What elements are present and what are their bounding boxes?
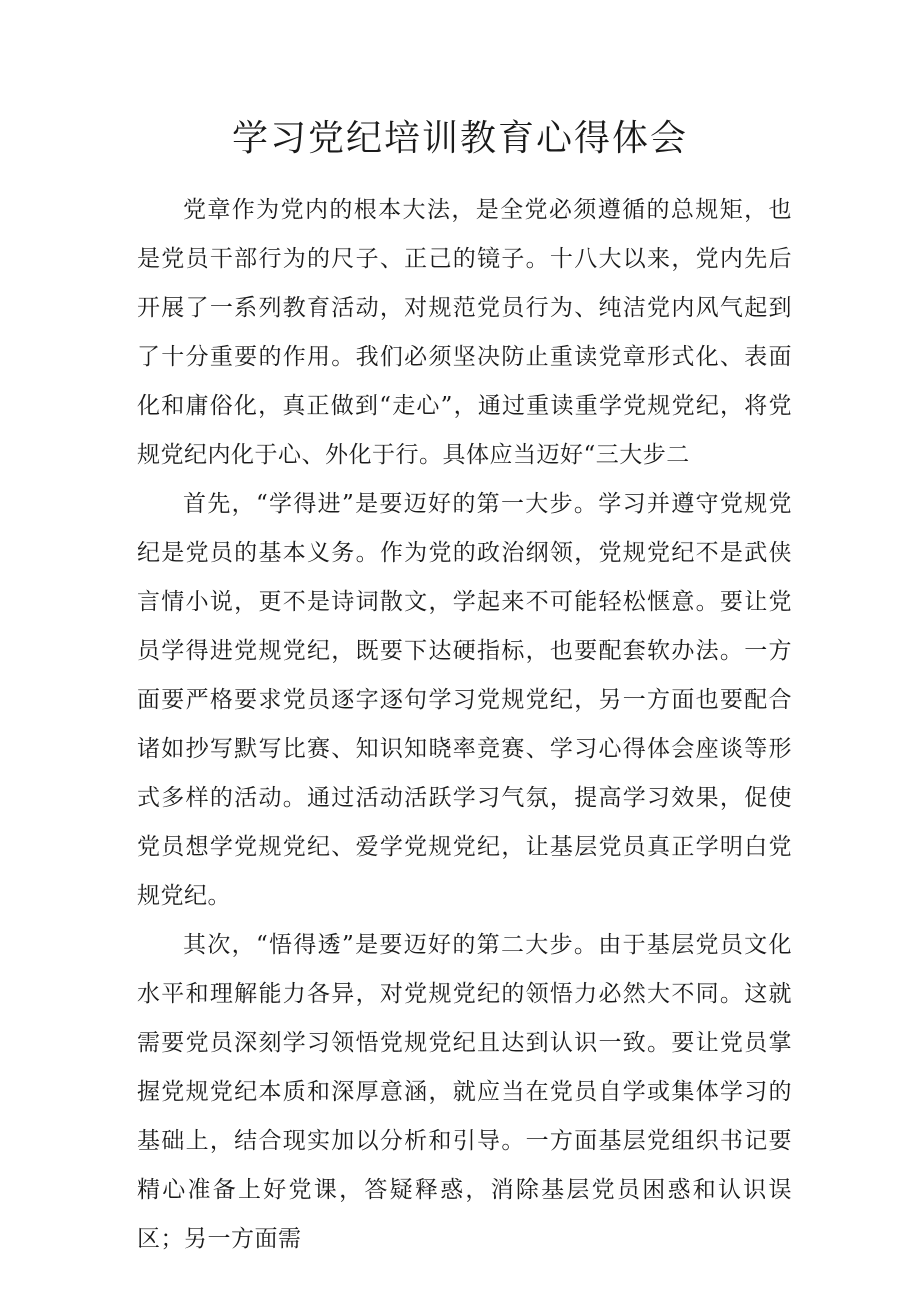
document-title: 学习党纪培训教育心得体会 (231, 118, 688, 159)
document-body (137, 186, 792, 1264)
paragraph-second-step: 其次，“悟得透”是要迈好的第二大步。由于基层党员文化水平和理解能力各异，对党规党纪的领悟力必然大不同。这就需要党员深刻学习领悟党规党纪且达到认识一致。要让党员掌握党规党纪本质和深厚意涵，就应当在党员自学或集体学习的基础上，结合现实加以分析和引导。一方面基层党组织书记要精心准备上好党课，答疑释惑，消除基层党员困惑和认识误区；另一方面需 (137, 932, 792, 1252)
paragraph-intro: 党章作为党内的根本大法，是全党必须遵循的总规矩，也是党员干部行为的尺子、正己的镜子。十八大以来，党内先后开展了一系列教育活动，对规范党员行为、纯洁党内风气起到了十分重要的作用。我们必须坚决防止重读党章形式化、表面化和庸俗化，真正做到“走心”，通过重读重学党规党纪，将党规党纪内化于心、外化于行。具体应当迈好“三大步二 (137, 197, 792, 468)
paragraph-first-step: 首先，“学得进”是要迈好的第一大步。学习并遵守党规党纪是党员的基本义务。作为党的政治纲领，党规党纪不是武侠言情小说，更不是诗词散文，学起来不可能轻松惬意。要让党员学得进党规党纪，既要下达硬指标，也要配套软办法。一方面要严格要求党员逐字逐句学习党规党纪，另一方面也要配合诸如抄写默写比赛、知识知晓率竞赛、学习心得体会座谈等形式多样的活动。通过活动活跃学习气氛，提高学习效果，促使党员想学党规党纪、爱学党规党纪，让基层党员真正学明白党规党纪。 (137, 491, 792, 909)
